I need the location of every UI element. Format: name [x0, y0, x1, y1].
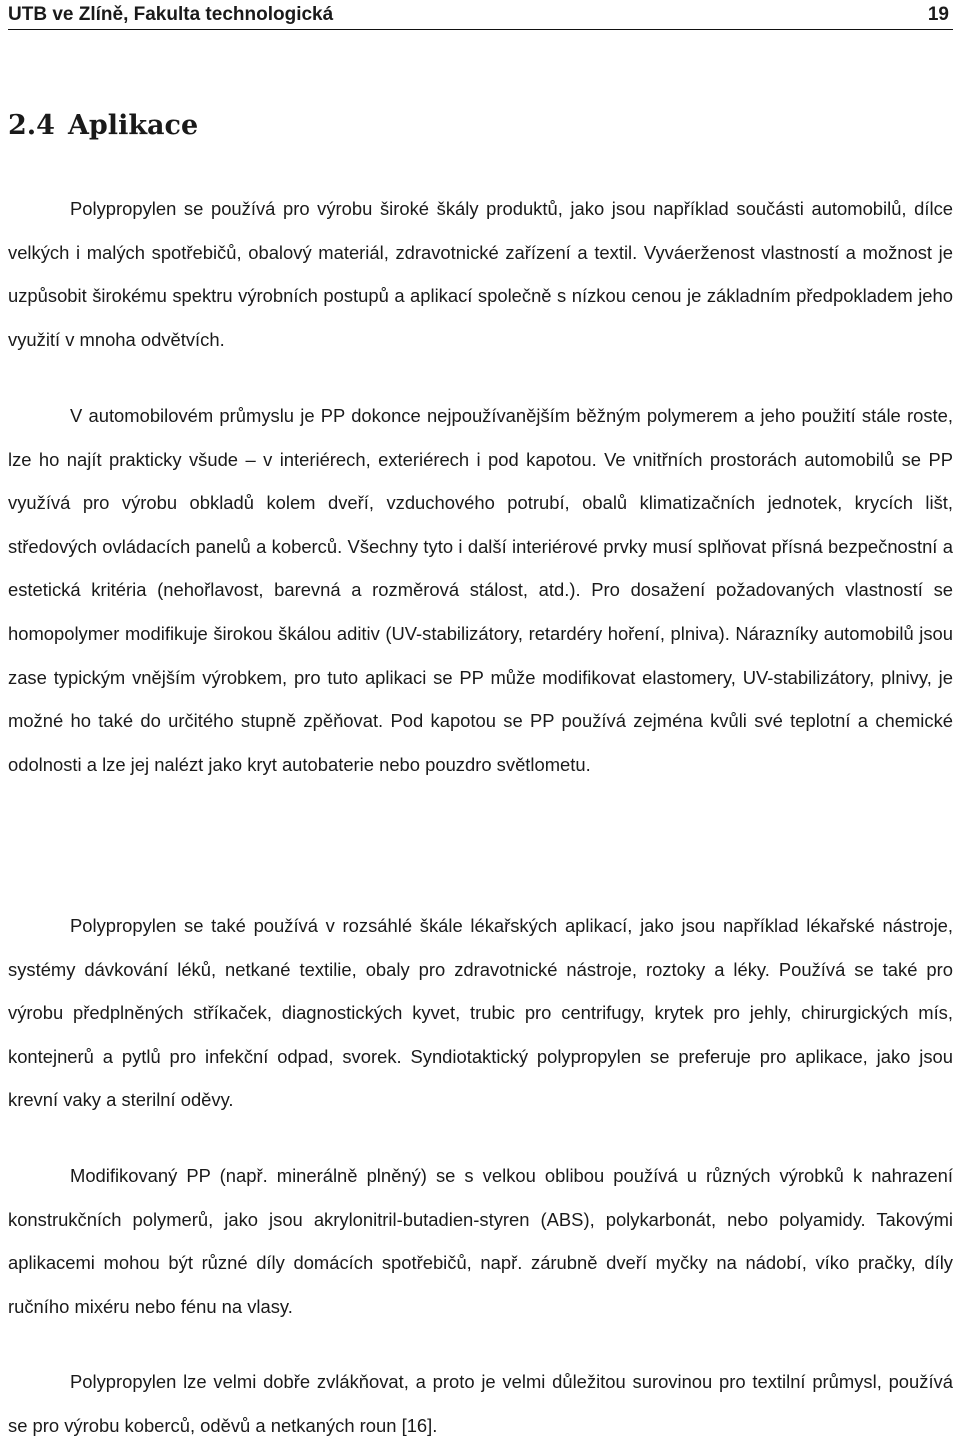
section-number: 2.4: [8, 110, 55, 141]
paragraph-text: Modifikovaný PP (např. minerálně plněný) se s velkou oblibou používá u různých výrobků k nahrazení konstrukčních polymerů, jako jsou akrylonitril-butadien-styren (ABS), polykarbonát, nebo polyamidy. Takovými aplikacemi mohou být různé díly domácích spotřebičů, např. zárubně dveří myčky na nádobí, víko pračky, díly ručního mixéru nebo fénu na vlasy.: [8, 1165, 953, 1317]
paragraph-text: Polypropylen lze velmi dobře zvlákňovat, a proto je velmi důležitou surovinou pro textilní průmysl, používá se pro výrobu koberců, oděvů a netkaných roun [16].: [8, 1371, 953, 1436]
section-heading: [8, 110, 198, 142]
page-number: 19: [927, 4, 949, 25]
paragraph-text: Polypropylen se také používá v rozsáhlé škále lékařských aplikací, jako jsou například lékařské nástroje, systémy dávkování léků, netkané textilie, obaly pro zdravotnické nástroje, roztoky a léky. Používá se také pro výrobu předplněných stříkaček, diagnostických kyvet, trubic pro centrifugy, krytek pro jehly, chirurgických mís, kontejnerů a pytlů pro infekční odpad, svorek. Syndiotaktický polypropylen se preferuje pro aplikace, jako jsou krevní vaky a sterilní oděvy.: [8, 915, 953, 1111]
paragraph-modified-pp: [8, 1154, 953, 1328]
paragraph-text: V automobilovém průmyslu je PP dokonce nejpoužívanějším běžným polymerem a jeho použití stále roste, lze ho najít prakticky všude – v interiérech, exteriérech i pod kapotou. Ve vnitřních prostorách automobilů se PP využívá pro výrobu obkladů kolem dveří, vzduchového potrubí, obalů klimatizačních jednotek, krycích lišt, středových ovládacích panelů a koberců. Všechny tyto i další interiérové prvky musí splňovat přísná bezpečnostní a estetická kritéria (nehořlavost, barevná a rozměrová stálost, atd.). Pro dosažení požadovaných vlastností se homopolymer modifikuje širokou škálou aditiv (UV-stabilizátory, retardéry hoření, plniva). Nárazníky automobilů jsou zase typickým vnějším výrobkem, pro tuto aplikaci se PP může modifikovat elastomery, UV-stabilizátory, plnivy, je možné ho také do určitého stupně zpěňovat. Pod kapotou se PP používá zejména kvůli své teplotní a chemické odolnosti a lze jej nalézt jako kryt autobaterie nebo pouzdro světlometu.: [8, 405, 953, 775]
paragraph-medical: [8, 904, 953, 1122]
header-title: UTB ve Zlíně, Fakulta technologická: [8, 4, 334, 25]
paragraph-textile: [8, 1360, 953, 1447]
paragraph-intro: [8, 187, 953, 361]
page-header: [8, 0, 953, 30]
paragraph-automotive: [8, 394, 953, 786]
section-title: Aplikace: [67, 110, 199, 141]
paragraph-text: Polypropylen se používá pro výrobu široké škály produktů, jako jsou například součásti automobilů, dílce velkých i malých spotřebičů, obalový materiál, zdravotnické zařízení a textil. Vyváerženost vlastností a možnost je uzpůsobit širokému spektru výrobních postupů a aplikací společně s nízkou cenou je základním předpokladem jeho využití v mnoha odvětvích.: [8, 198, 953, 350]
